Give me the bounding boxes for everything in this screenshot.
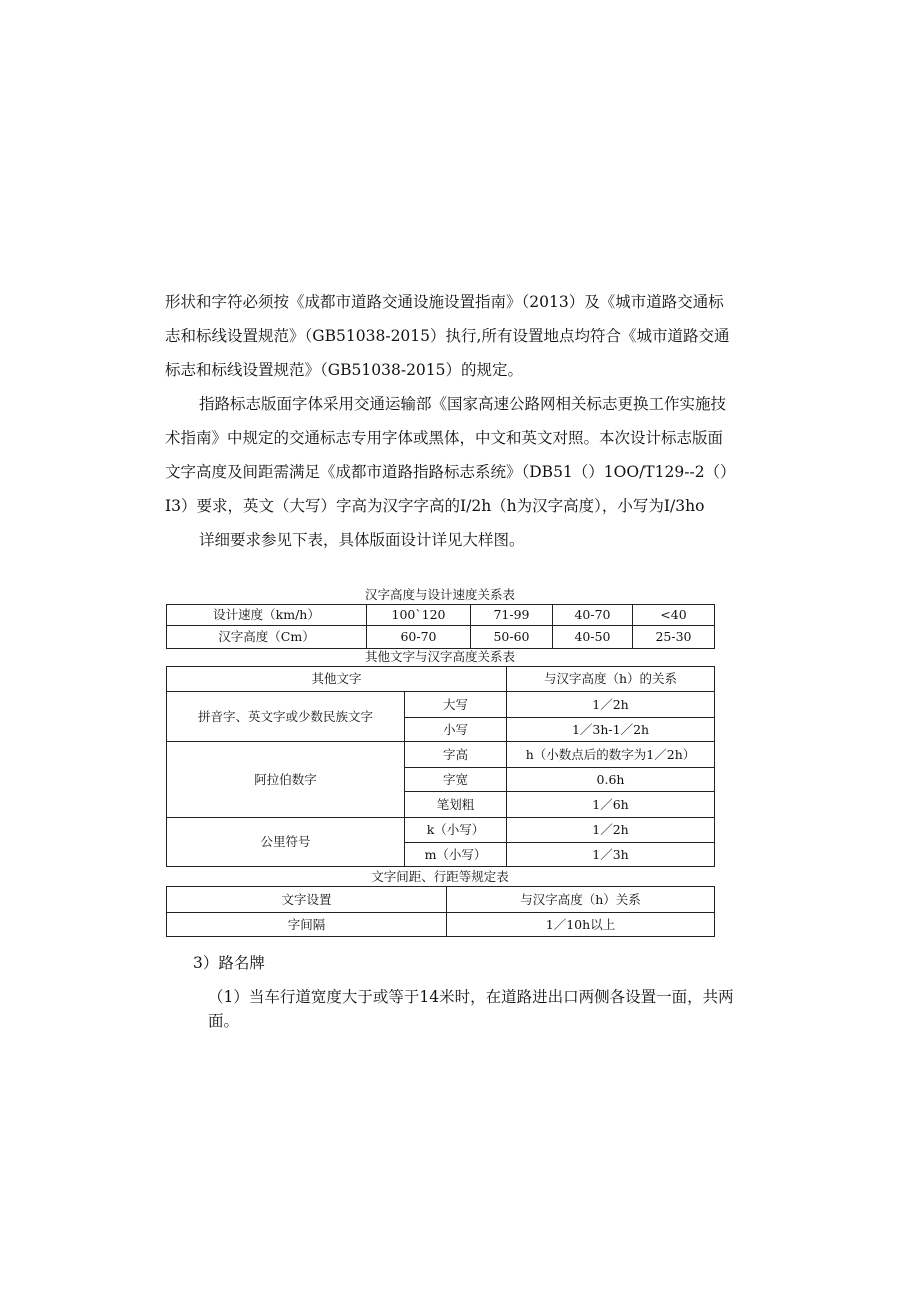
- table-cell: 1／3h: [507, 843, 715, 867]
- table-cell: 100`120: [367, 605, 471, 626]
- table-cell: 1／2h: [507, 818, 715, 843]
- table-row: [167, 913, 715, 937]
- table-cell: 40-50: [553, 626, 633, 649]
- table-cell: 1／6h: [507, 792, 715, 818]
- table-cell: 60-70: [367, 626, 471, 649]
- table-header-row: [167, 667, 715, 692]
- body-paragraph: 形状和字符必须按《成都市道路交通设施设置指南》（2013）及《城市道路交通标志和标线设置规范》（GB51038-2015）执行,所有设置地点均符合《城市道路交通标志和标线设置规范》（GB51038-2015）的规定。: [165, 293, 730, 379]
- section-heading: 3）路名牌: [193, 954, 265, 972]
- table-cell: k（小写）: [405, 818, 507, 843]
- spacing-table: [166, 886, 715, 937]
- table-header-cell: 与汉字高度（h）关系: [447, 887, 715, 913]
- speed-height-table: [166, 604, 715, 649]
- table-cell: 小写: [405, 718, 507, 742]
- table-cell: 笔划粗: [405, 792, 507, 818]
- table-cell: 字间隔: [167, 913, 447, 937]
- table-cell: 1／10h以上: [447, 913, 715, 937]
- table-cell: 40-70: [553, 605, 633, 626]
- group-label-cell: 阿拉伯数字: [167, 742, 405, 818]
- group-label-cell: 拼音字、英文字或少数民族文字: [167, 692, 405, 742]
- table-row: [167, 626, 715, 649]
- table-caption: 汉字高度与设计速度关系表: [364, 587, 515, 602]
- table-cell: h（小数点后的数字为1／2h）: [507, 742, 715, 768]
- table-header-cell: 其他文字: [167, 667, 507, 692]
- section-item: （1）当车行道宽度大于或等于14米时，在道路进出口两侧各设置一面，共两面。: [208, 988, 734, 1030]
- table-cell: 汉字高度（Cm）: [167, 626, 367, 649]
- table-caption: 文字间距、行距等规定表: [371, 869, 509, 884]
- group-label-cell: 公里符号: [167, 818, 405, 867]
- table-cell: 25-30: [633, 626, 715, 649]
- table-cell: m（小写）: [405, 843, 507, 867]
- table-header-row: [167, 887, 715, 913]
- table-row: [167, 692, 715, 718]
- table-row: [167, 818, 715, 843]
- table-row: [167, 605, 715, 626]
- body-paragraph: 指路标志版面字体采用交通运输部《国家高速公路网相关标志更换工作实施技术指南》中规定的交通标志专用字体或黑体，中文和英文对照。本次设计标志版面文字高度及间距需满足《成都市道路指路标志系统》（DB51（）1OO/T129--2（）I3）要求，英文（大写）字高为汉字字高的I/2h（h为汉字高度），小写为I/3ho: [165, 395, 728, 515]
- table-cell: 设计速度（km/h）: [167, 605, 367, 626]
- table-cell: 0.6h: [507, 768, 715, 792]
- other-text-table: [166, 666, 715, 867]
- table-caption: 其他文字与汉字高度关系表: [364, 649, 515, 664]
- table-cell: 字宽: [405, 768, 507, 792]
- table-cell: 大写: [405, 692, 507, 718]
- table-cell: 71-99: [471, 605, 553, 626]
- body-paragraph: 详细要求参见下表，具体版面设计详见大样图。: [199, 531, 525, 549]
- table-cell: 1／2h: [507, 692, 715, 718]
- table-cell: 字高: [405, 742, 507, 768]
- table-cell: <40: [633, 605, 715, 626]
- table-cell: 50-60: [471, 626, 553, 649]
- table-row: [167, 742, 715, 768]
- table-cell: 1／3h-1／2h: [507, 718, 715, 742]
- table-header-cell: 与汉字高度（h）的关系: [507, 667, 715, 692]
- table-header-cell: 文字设置: [167, 887, 447, 913]
